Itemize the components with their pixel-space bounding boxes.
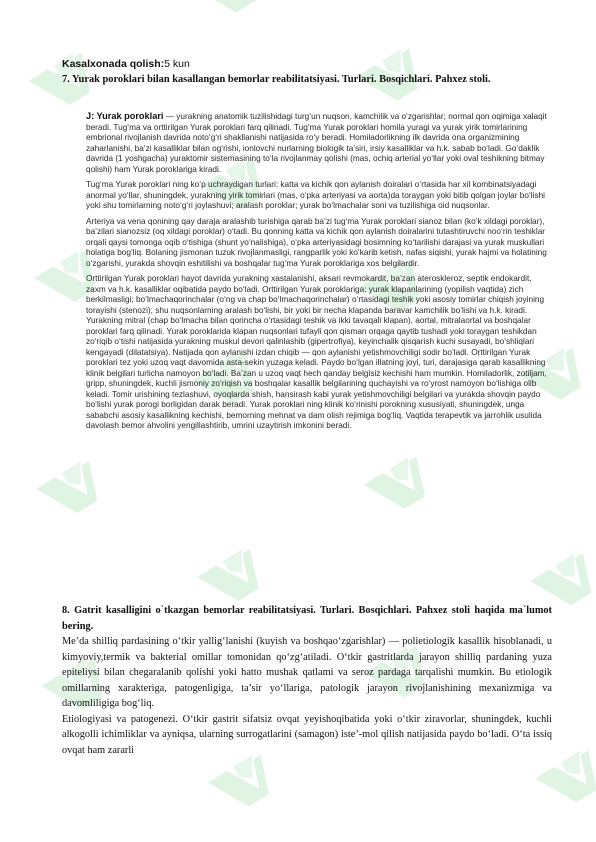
hospital-stay-line: [62, 58, 542, 71]
section-7-paragraph-4: Orttirilgan Yurak poroklari hayot davrida yurakning xastalanishi, aksari revmokardit, ba’zan ateroskleroz, septik endokardit, zaxm va h.k. kasalliklar oqibatida paydo bo‘ladi. Orttirilgan Yurak poroklariga: yurak klapanlarining (yopilish vaqtida) zich berkilmasligi; bo‘lmachaqorinchalar (o‘ng va chap bo‘lmachaqorinchalar) o‘rtasidagi teshik yoki asosiy tomirlar chiqish joyining torayishi (stenozi); shu nuqsonlarning aralash bo‘lishi, bir yoki bir necha klapanda baravar kamchilik bo‘lishi va h.k. kiradi. Yurakning mitral (chap bo‘lmacha bilan qorincha o‘rtasidagi teshik va ikki tavaqali klapan), aortal, mitralaortal va boshqalar poroklari farq qilinadi. Yurak poroklarida klapan nuqsonlari tufayli qon qisman orqaga qaytib tushadi yoki toraygan teshikdan zo‘riqib o‘tishi natijasida yurakning muskul devori qalinlashib (gipertrofiya), keyinchalik qisqarish kuchi susayadi, bo‘shliqlari kengayadi (dilatatsiya). Natijada qon aylanishi izdan chiqib — qon aylanishi yetishmovchiligi sodir bo‘ladi. Orttirilgan Yurak poroklari tez yoki uzoq vaqt davomida asta-sekin yuzaga keladi. Paydo bo‘lgan illatning joyi, turi, darajasiga qarab kasallikning klinik belgilari turlicha namoyon bo‘ladi. Ba’zan u uzoq vaqt hech qanday belgisiz kechishi ham mumkin. Homiladorlik, zotiljam, gripp, shuningdek, kuchli jismoniy zo‘riqish va boshqalar kasallik belgilarining quchayishi va ro‘yrost namoyon bo‘lishiga olib keladi. Tomir urishining tezlashuvi, oyoqlarda shish, hansirash kabi yurak yetishmovchiligi belgilari va yurakda shovqin paydo bo‘lishi yurak porogi borligidan darak beradi. Yurak poroklari ning klinik ko‘rinishi porokning xususiyati, shuningdek, unga sababchi asosiy kasallikning kechishi, bemorning mehnat va dam olish rejimiga bog‘liq. Vaqtida terapevtik va jarrohlik usulida davolash bemor ahvolini yengillashtirib, umrini uzaytirish imkonini beradi.: [86, 274, 547, 430]
section-7-paragraph-3: Arteriya va vena qonining qay daraja aralashib turishiga qarab ba’zi tug‘ma Yurak poroklari sianoz bilan (ko‘k xildagi poroklar), ba’zilari sianozsiz (oq xildagi poroklar) o‘tadi. Bu qonning katta va kichik qon aylanish doiralarini tutashtiruvchi noo‘rin teshiklar orqali qaysi tomonga oqib o‘tishiga (shunt yo‘nalishiga), o‘pka arteriyasidagi bosimning ko‘tarilishi darajasi va yurak muskullari holatiga bog‘liq. Bolaning jismonan tuzuk rivojlanmasligi, rangparlik yoki ko‘karib ketish, nafas siqishi, yurak hajmi va holatining o‘zgarishi, yurakda shovqin eshitilishi va boshqalar tug‘ma Yurak poroklariga xos belgilardir.: [86, 216, 547, 268]
section-8-paragraph-2: Etiologiyasi va patogenezi. O‘tkir gastrit sifatsiz ovqat yeyishoqibatida yoki o‘tkir ziravorlar, shuningdek, kuchli alkogolli ichimliklar va ayniqsa, ularning surrogatlarini (samagon) iste’-mol qilish natijasida paydo bo‘ladi. O‘ta issiq ovqat ham zararli: [62, 713, 552, 756]
section-8: [62, 603, 552, 758]
section-8-heading: 8. Gatrit kasalligini o`tkazgan bemorlar reabilitatsiyasi. Turlari. Bosqichlari. Pahxez stoli haqida ma`lumot bering.: [62, 605, 552, 632]
hospital-stay-value: 5 kun: [164, 58, 190, 70]
paragraph-1-text: — yurakning anatomik tuzilishidagi turg‘un nuqson, kamchilik va o‘zgarishlar; normal qon oqimiga xalaqit beradi. Tug‘ma va orttirilgan Yurak poroklari farq qilinadi. Tug‘ma Yurak poroklari homila yuragi va yurak yirik tomirlarining embrional rivojlanish davrida noto‘g‘ri shakllanishi natijasida ro‘y beradi. Homiladorlikning ilk davrida ona organizmining zaharlanishi, ba’zi kasalliklar bilan og‘rishi, ionlovchi nurlarning biologik ta’siri, irsiy kasalliklar va h.k. sabab bo‘ladi. Go‘daklik davrida (1 yoshgacha) yuraktomir sistemasining to‘la rivojlanmay qolishi (mas, ochiq arterial yo‘llar yoki oval teshikning bitmay qolishi) ham Yurak poroklariga kiradi.: [86, 112, 547, 174]
section-7-paragraph-1: [86, 111, 552, 175]
section-7-heading: 7. Yurak poroklari bilan kasallangan bemorlar reabilitatsiyasi. Turlari. Bosqichlari. Pahxez stoli.: [62, 74, 491, 85]
hospital-stay-label: Kasalxonada qolish:: [62, 58, 165, 70]
section-8-paragraph-1: Me’da shilliq pardasining o‘tkir yallig‘lanishi (kuyish va boshqao‘zgarishlar) — polietiologik kasallik hisoblanadi, u kimyoviy,termik va bakterial omillar tomonidan qo‘zg‘atiladi. O‘tkir gastritlarda jarayon shilliq pardaning yuza epiteliysi bilan chegaralanib qolishi yoki hatto mushak qatlami va seroz pardaga tarqalishi mumkin. Bu etiologik omillarning xarakteriga, patogenligiga, ta’sir yo‘llariga, patologik jarayon rivojlanishining mexanizmiga va davomliligiga bog‘liq.: [62, 636, 552, 709]
section-7-body: [86, 111, 552, 437]
lead-term: J: Yurak poroklari: [86, 111, 164, 121]
section-7-paragraph-2: Tug‘ma Yurak poroklari ning ko‘p uchraydigan turlari: katta va kichik qon aylanish doiralari o‘rtasida har xil kombinatsiyadagi anormal yo‘llar, shuningdek, yurakning yirik tomirlari (mas, o‘pka arteriyasi va aorta)da toraygan yoki bitib qolgan joylar bo‘lishi yoki shu tomirlarning noto‘g‘ri joylashuvi; aralash poroklar; yurak bo‘lmachalar soni va tuzilishiga oid nuqsonlar.: [86, 180, 546, 210]
